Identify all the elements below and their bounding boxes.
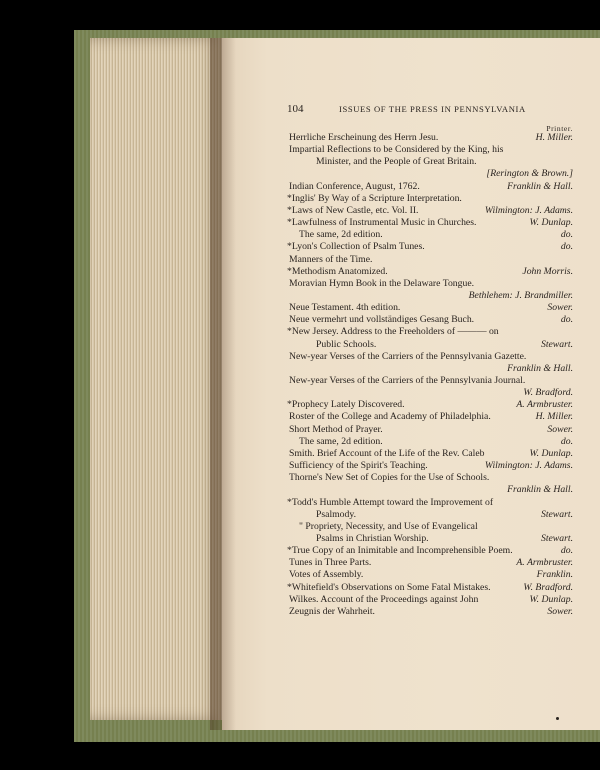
page-mark [556, 717, 559, 720]
entry-title: Smith. Brief Account of the Life of the Rev. Caleb [289, 447, 485, 459]
entry-printer: do. [560, 229, 573, 241]
entry-line [289, 193, 573, 205]
entry-title: Thorne's New Set of Copies for the Use of Schools. [289, 472, 490, 484]
entry-line [289, 569, 573, 581]
entry-printer: John Morris. [522, 265, 573, 277]
entry-title: Indian Conference, August, 1762. [289, 180, 420, 192]
entry-line [289, 497, 573, 509]
entry-printer: H. Miller. [535, 411, 573, 423]
entry-line [289, 363, 573, 375]
entry-printer: H. Miller. [535, 132, 573, 143]
entry-line [289, 266, 573, 278]
entry-title: Psalms in Christian Worship. [316, 532, 429, 544]
entry-title: Zeugnis der Wahrheit. [289, 605, 375, 617]
entry-line [289, 533, 573, 545]
entry-line [289, 399, 573, 411]
entry-title: The same, 2d edition. [299, 229, 383, 241]
entry-line [289, 278, 573, 290]
entry-line [289, 144, 573, 156]
entry-title: Public Schools. [316, 338, 377, 350]
entry-title: Manners of the Time. [289, 253, 373, 265]
entry-title: *True Copy of an Inimitable and Incomprehensible Poem. [287, 545, 513, 557]
entry-title: Wilkes. Account of the Proceedings against John [289, 593, 479, 605]
entry-title: Moravian Hymn Book in the Delaware Tongue. [289, 277, 475, 289]
entry-printer: W. Bradford. [523, 387, 573, 399]
entry-title: *Lawfulness of Instrumental Music in Churches. [287, 217, 477, 229]
entry-printer: A. Armbruster. [516, 399, 573, 411]
entry-line [289, 326, 573, 338]
entry-title: Roster of the College and Academy of Philadelphia. [289, 411, 491, 423]
entry-line [289, 448, 573, 460]
entry-title: Neue Testament. 4th edition. [289, 302, 401, 314]
entry-line [289, 375, 573, 387]
entry-printer: W. Bradford. [523, 581, 573, 593]
entry-title: *Todd's Humble Attempt toward the Improvement of [287, 496, 494, 508]
entry-printer: Franklin. [536, 569, 573, 581]
entry-title: *Methodism Anatomized. [287, 265, 388, 277]
entry-line [289, 339, 573, 351]
entry-printer: Bethlehem: J. Brandmiller. [468, 289, 573, 301]
entry-line [289, 521, 573, 533]
entry-title: Neue vermehrt und vollständiges Gesang Buch. [289, 314, 475, 326]
entry-line [289, 594, 573, 606]
entry-printer: Sower. [547, 423, 573, 435]
entry-line [289, 557, 573, 569]
entry-printer: W. Dunlap. [529, 217, 573, 229]
entry-line [289, 205, 573, 217]
entry-line [289, 156, 573, 168]
entry-line [289, 424, 573, 436]
entry-line [289, 436, 573, 448]
entry-title: Votes of Assembly. [289, 569, 364, 581]
entry-printer: [Rerington & Brown.] [486, 168, 573, 180]
entry-printer: Franklin & Hall. [507, 484, 573, 496]
printer-column-heading: Printer. [546, 124, 573, 133]
entry-line [289, 484, 573, 496]
entry-line [289, 229, 573, 241]
entry-line [289, 290, 573, 302]
entry-title: The same, 2d edition. [299, 435, 383, 447]
entry-title: New-year Verses of the Carriers of the Pennsylvania Journal. [289, 375, 526, 386]
entry-line [289, 132, 573, 144]
entry-printer: Wilmington: J. Adams. [484, 460, 573, 472]
entry-line [289, 314, 573, 326]
entry-printer: do. [560, 314, 573, 326]
entry-title: *Prophecy Lately Discovered. [287, 399, 405, 411]
entry-line [289, 509, 573, 521]
entry-title: Impartial Reflections to be Considered by the King, his [289, 144, 504, 156]
entry-line [289, 545, 573, 557]
entry-printer: do. [560, 241, 573, 253]
entry-printer: Franklin & Hall. [507, 180, 573, 192]
entry-line [289, 254, 573, 266]
entry-title: *Inglis' By Way of a Scripture Interpretation. [287, 192, 462, 204]
entry-line [289, 241, 573, 253]
entry-title: Herrliche Erscheinung des Herrn Jesu. [289, 132, 439, 143]
entry-printer: Sower. [547, 302, 573, 314]
running-head: ISSUES OF THE PRESS IN PENNSYLVANIA [339, 104, 526, 114]
entry-line [289, 582, 573, 594]
entry-title: New-year Verses of the Carriers of the Pennsylvania Gazette. [289, 350, 527, 362]
entry-line [289, 168, 573, 180]
entry-printer: W. Dunlap. [529, 593, 573, 605]
entry-line [289, 387, 573, 399]
entry-printer: Stewart. [540, 508, 573, 520]
entry-line [289, 181, 573, 193]
entry-line [289, 302, 573, 314]
entry-title: " Propriety, Necessity, and Use of Evangelical [299, 520, 478, 532]
entry-title: Short Method of Prayer. [289, 423, 383, 435]
entry-title: Psalmody. [316, 508, 357, 520]
entry-printer: do. [560, 435, 573, 447]
entry-printer: Franklin & Hall. [507, 362, 573, 374]
entry-title: *Laws of New Castle, etc. Vol. II. [287, 204, 419, 216]
entry-printer: Stewart. [540, 532, 573, 544]
entry-title: *Whitefield's Observations on Some Fatal Mistakes. [287, 581, 491, 593]
entry-printer: Wilmington: J. Adams. [484, 204, 573, 216]
entry-printer: do. [560, 545, 573, 557]
entry-printer: Sower. [547, 605, 573, 617]
entry-line [289, 460, 573, 472]
entry-line [289, 606, 573, 618]
entry-line [289, 217, 573, 229]
entry-line [289, 472, 573, 484]
entry-printer: A. Armbruster. [516, 557, 573, 569]
entry-line [289, 411, 573, 423]
entry-title: Sufficiency of the Spirit's Teaching. [289, 460, 428, 472]
entry-title: *New Jersey. Address to the Freeholders of ——— on [287, 326, 499, 338]
entry-line [289, 351, 573, 363]
entry-printer: Stewart. [540, 338, 573, 350]
entry-title: Minister, and the People of Great Britain. [316, 156, 477, 168]
entry-printer: W. Dunlap. [529, 447, 573, 459]
entry-title: *Lyon's Collection of Psalm Tunes. [287, 241, 425, 253]
entry-title: Tunes in Three Parts. [289, 557, 372, 569]
page-number: 104 [287, 103, 304, 115]
